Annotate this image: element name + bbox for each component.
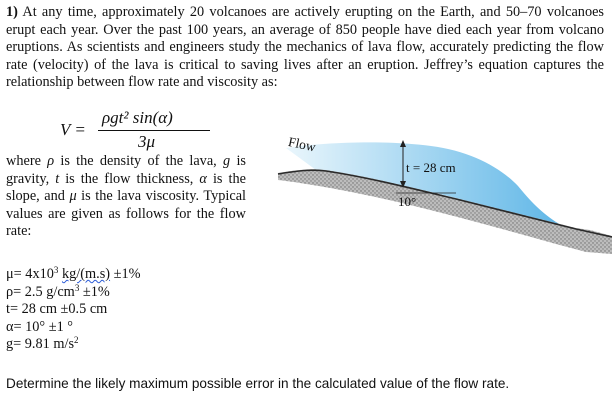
where-text-4: is the flow thickness, [59,170,200,187]
equation-denominator: 3μ [138,132,156,151]
where-text-3: is gravity, [6,153,246,187]
equation-numerator: ρgt² sin(α) [102,108,173,127]
t-symbol: t [55,170,60,187]
variable-definitions [6,153,246,241]
value-rho [6,284,306,302]
where-text-5: is the slope, and [6,170,246,205]
problem-intro-text: At any time, approximately 20 volcanoes are actively erupting on the Earth, and 50–70 volcanoes erupt each year. Over the past 100 years, an average of 850 people have died each year from volcano eruptions. As scientists and engineers study the mechanics of lava flow, accurately predicting the flow rate (velocity) of the lava is critical to saving lives after an eruption. Jeffrey’s equation captures the relationship between flow rate and viscosity as: [6,4,604,91]
value-g [6,336,306,354]
question-text: Determine the likely maximum possible error in the calculated value of the flow rate. [6,376,510,391]
g-symbol: g [223,153,231,169]
angle-label: 10° [398,194,417,209]
mu-unit: kg/(m.s) [61,266,111,282]
where-text-1: where [6,153,48,169]
g-prefix: g= 9.81 m/s [6,336,75,353]
flow-label: Flow [286,134,318,155]
alpha-symbol: α [199,170,207,187]
value-t: t= 28 cm ±0.5 cm [6,301,108,318]
problem-number: 1) [6,4,18,20]
problem-intro [6,4,604,92]
rho-symbol: ρ [47,153,55,169]
mu-exponent: 3 [53,265,59,275]
rho-tolerance: ±1% [79,283,110,300]
value-alpha: α= 10° ±1 ° [6,318,74,335]
where-text-2: is the density of the lava, [54,153,224,169]
rho-exponent: 3 [74,282,80,293]
mu-symbol: μ [69,188,77,205]
lava-flow-figure [256,118,612,254]
g-exponent: 2 [74,335,79,346]
mu-tolerance: ±1% [110,266,141,282]
typical-values [6,266,306,354]
fraction-bar [98,130,210,131]
equation-lhs: V = [60,120,86,139]
mu-prefix: μ= 4x10 [6,266,54,282]
thickness-label: t = 28 cm [406,160,456,175]
rho-prefix: ρ= 2.5 g/cm [6,283,75,300]
value-mu [6,266,306,284]
jeffreys-equation [60,108,210,154]
where-text-6: is the lava viscosity. Typical values are given as follows for the flow rate: [6,188,247,240]
